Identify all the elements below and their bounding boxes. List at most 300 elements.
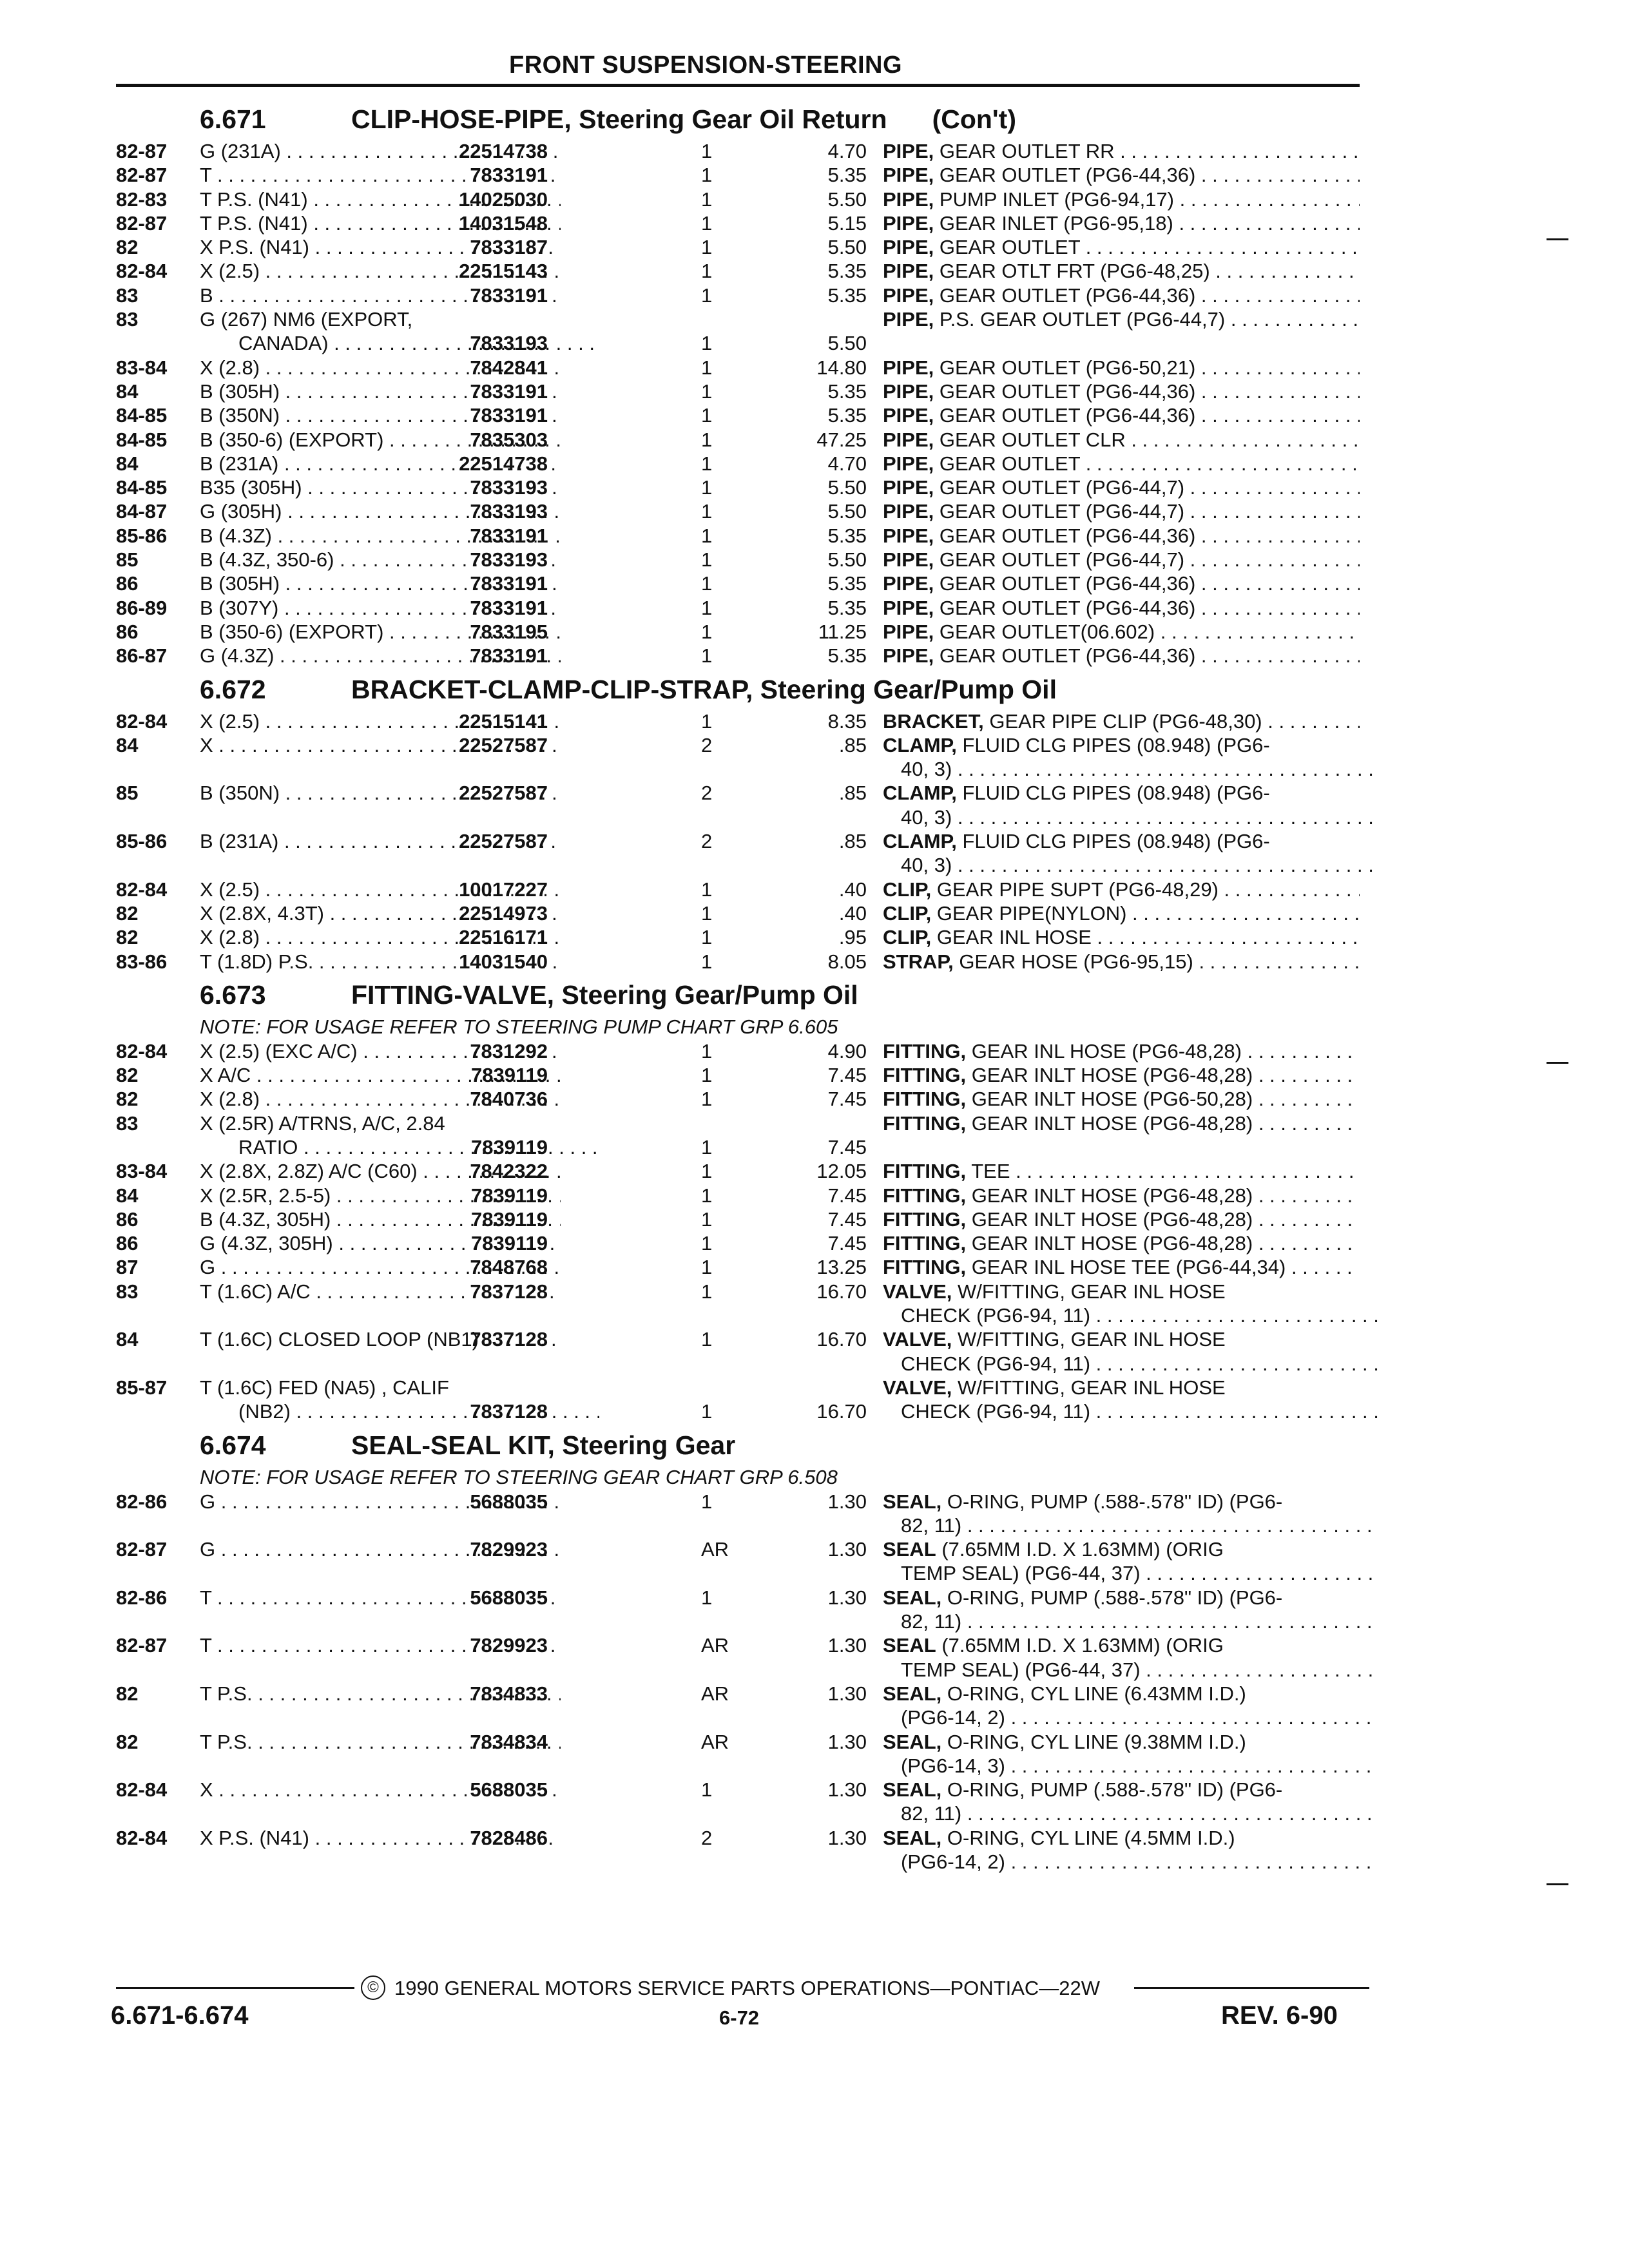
part-number: 7833191 (470, 596, 548, 619)
model-year: 84-85 (116, 428, 168, 451)
part-row-line (116, 1063, 1360, 1087)
application: X (2.8) . . . (200, 356, 561, 380)
description-text: O-RING, PUMP (.588-.578" ID) (PG6- (947, 1586, 1283, 1609)
section-title-text: CLIP-HOSE-PIPE, Steering Gear Oil Return (351, 104, 887, 134)
copyright-icon: © (361, 1975, 385, 2000)
section-heading (116, 974, 1360, 1015)
part-row-line (116, 1658, 1360, 1682)
description-text: O-RING, CYL LINE (9.38MM I.D.) (947, 1730, 1246, 1753)
description-text: GEAR OUTLET (PG6-44,36) (939, 572, 1196, 595)
application: G (4.3Z, 305H) . . . (200, 1231, 561, 1255)
part-row (116, 781, 1360, 829)
description (883, 403, 1360, 427)
part-row-line (116, 853, 1360, 877)
price: 1.30 (827, 1682, 867, 1705)
description (883, 572, 1360, 595)
model-year: 82-87 (116, 140, 168, 162)
description-text: GEAR OUTLET (PG6-44,7) (939, 476, 1185, 499)
description (883, 1303, 1378, 1327)
application: T (1.6C) CLOSED LOOP (NB1) . . . . (200, 1327, 561, 1351)
description-keyword: BRACKET, (883, 709, 984, 733)
application: G . . . (200, 1490, 561, 1514)
description-keyword: CLIP, (883, 926, 932, 949)
description-keyword: VALVE, (883, 1280, 952, 1303)
model-year: 82-87 (116, 164, 168, 187)
part-row (116, 211, 1360, 235)
part-row-line (116, 781, 1360, 805)
model-year: 82 (116, 1682, 139, 1705)
footer-rule (116, 1987, 354, 1989)
part-number: 7834833 (470, 1682, 548, 1705)
part-row-line (116, 1280, 1360, 1303)
description-keyword: PIPE, (883, 236, 934, 259)
description (883, 878, 1360, 901)
price: 5.50 (827, 548, 867, 572)
part-row-line (116, 307, 1360, 331)
description-keyword: VALVE, (883, 1328, 952, 1351)
application: B . . . (200, 284, 561, 307)
part-number: 14031548 (459, 211, 548, 235)
part-row (116, 925, 1360, 949)
description (883, 644, 1360, 668)
description-keyword: FITTING, (883, 1160, 967, 1183)
model-year: 83-86 (116, 950, 168, 973)
quantity: 1 (701, 1184, 713, 1207)
quantity: 1 (701, 709, 713, 733)
section-heading (116, 1424, 1360, 1465)
part-row-line (116, 476, 1360, 499)
price: 47.25 (816, 428, 867, 451)
model-year: 85-86 (116, 830, 168, 853)
part-row-line (116, 644, 1360, 668)
description (883, 284, 1360, 307)
description-keyword: PIPE, (883, 356, 934, 379)
application: B (305H) . . . (200, 572, 561, 595)
part-row-line (116, 524, 1360, 548)
price: 5.35 (827, 260, 867, 283)
footer-copyright: 1990 GENERAL MOTORS SERVICE PARTS OPERATIONS—PONTIAC—22W (394, 1977, 1101, 1999)
part-row (116, 1039, 1360, 1063)
part-row (116, 1730, 1360, 1778)
description-keyword: PIPE, (883, 211, 934, 235)
section-title (351, 675, 1057, 705)
part-number: 7833193 (470, 476, 548, 499)
part-row-line (116, 829, 1360, 853)
part-row (116, 596, 1360, 620)
page-title: FRONT SUSPENSION-STEERING (509, 52, 902, 79)
description (883, 1327, 1360, 1351)
part-number: 7833191 (470, 380, 548, 403)
part-row-line (116, 499, 1360, 523)
description-text: (7.65MM I.D. X 1.63MM) (ORIG (941, 1538, 1224, 1561)
footer-page-number: 6-72 (719, 2006, 760, 2029)
usage-note: NOTE: FOR USAGE REFER TO STEERING PUMP CHART GRP 6.605 (200, 1015, 838, 1038)
description (883, 356, 1360, 380)
quantity: 1 (701, 1088, 713, 1111)
application: T (1.6C) FED (NA5) , CALIF (200, 1376, 449, 1399)
quantity: 1 (701, 1400, 713, 1423)
application: T . . . (200, 1586, 561, 1610)
application: T P.S. . . . (200, 1682, 561, 1706)
description-text: GEAR INL HOSE (936, 926, 1092, 949)
price: .85 (838, 782, 867, 805)
quantity: 1 (701, 878, 713, 901)
description-text: GEAR INLT HOSE (PG6-48,28) (971, 1232, 1253, 1255)
price: 12.05 (816, 1160, 867, 1183)
application: X P.S. (N41) . . . (200, 235, 561, 259)
part-number: 7840736 (470, 1088, 548, 1111)
section-title-text: BRACKET-CLAMP-CLIP-STRAP, Steering Gear/Pump Oil (351, 674, 1057, 704)
model-year: 84 (116, 1184, 139, 1207)
description-text: GEAR INLT HOSE (PG6-48,28) (971, 1064, 1253, 1087)
description-keyword: PIPE, (883, 308, 934, 331)
application: X (2.5) (EXC A/C) . . . (200, 1039, 561, 1063)
model-year: 84 (116, 1328, 139, 1351)
description (883, 1537, 1360, 1561)
model-year: 82-87 (116, 1634, 168, 1657)
price: 1.30 (827, 1778, 867, 1802)
description-text: FLUID CLG PIPES (08.948) (PG6- (962, 733, 1270, 756)
part-number: 22514738 (459, 140, 548, 162)
description (883, 1063, 1360, 1087)
part-row-line (116, 757, 1360, 781)
price: 5.50 (827, 500, 867, 523)
description-keyword: VALVE, (883, 1376, 952, 1399)
description-text: 82, 11) (901, 1514, 962, 1537)
part-row-line (116, 1778, 1360, 1802)
description (883, 452, 1360, 476)
price: .85 (838, 830, 867, 853)
application: CANADA) . . . (200, 331, 599, 355)
model-year: 84 (116, 452, 139, 475)
quantity: 1 (701, 926, 713, 949)
part-row-line (116, 331, 1360, 355)
description-text: W/FITTING, GEAR INL HOSE (958, 1280, 1226, 1303)
part-row-line (116, 1159, 1360, 1183)
model-year: 83-84 (116, 1160, 168, 1183)
section-heading (116, 668, 1360, 709)
part-row-line (116, 187, 1360, 211)
price: 7.45 (827, 1207, 867, 1231)
footer-revision: REV. 6-90 (1221, 2001, 1338, 2030)
part-number: 22514738 (459, 452, 548, 475)
description-keyword: FITTING, (883, 1064, 967, 1087)
part-row (116, 452, 1360, 476)
quantity: 1 (701, 211, 713, 235)
part-row-line (116, 950, 1360, 974)
description-text: TEMP SEAL) (PG6-44, 37) (901, 1658, 1141, 1681)
price: 1.30 (827, 1586, 867, 1609)
part-row-line (116, 1802, 1360, 1825)
application: G (305H) . . . (200, 499, 561, 523)
part-row-line (116, 1111, 1360, 1135)
part-number: 7831292 (470, 1039, 548, 1062)
description (883, 1399, 1378, 1423)
description-keyword: PIPE, (883, 596, 934, 619)
description-keyword: PIPE, (883, 404, 934, 427)
price: 13.25 (816, 1256, 867, 1279)
part-number: 14025030 (459, 187, 548, 211)
part-row (116, 829, 1360, 878)
description (883, 307, 1360, 331)
part-row-line (116, 1754, 1360, 1778)
quantity: 2 (701, 1826, 713, 1849)
description-keyword: PIPE, (883, 572, 934, 595)
part-row (116, 1586, 1360, 1634)
description-keyword: PIPE, (883, 380, 934, 403)
price: 5.50 (827, 187, 867, 211)
part-row-line (116, 356, 1360, 380)
quantity: AR (701, 1682, 729, 1705)
quantity: 2 (701, 782, 713, 805)
part-number: 7839119 (471, 1184, 548, 1207)
quantity: 1 (701, 644, 713, 668)
description-keyword: PIPE, (883, 187, 934, 211)
part-number: 7842322 (470, 1160, 548, 1183)
quantity: 1 (701, 1490, 713, 1513)
description-keyword: PIPE, (883, 500, 934, 523)
part-number: 7837128 (470, 1400, 548, 1423)
model-year: 86-89 (116, 596, 168, 619)
part-row-line (116, 1537, 1360, 1561)
part-number: 7833191 (470, 644, 548, 668)
description-text: CHECK (PG6-94, 11) (901, 1352, 1091, 1375)
quantity: 1 (701, 950, 713, 973)
application: G . . . (200, 1537, 561, 1561)
description (883, 853, 1378, 877)
part-row-line (116, 1327, 1360, 1351)
price: 7.45 (827, 1232, 867, 1255)
part-row (116, 1778, 1360, 1826)
model-year: 86 (116, 1207, 139, 1231)
description-keyword: SEAL, (883, 1778, 942, 1802)
description-text: GEAR INLET (PG6-95,18) (939, 211, 1173, 235)
description (883, 499, 1360, 523)
quantity: 1 (701, 901, 713, 925)
part-row-line (116, 620, 1360, 644)
part-number: 7833193 (470, 332, 548, 355)
part-row-line (116, 1207, 1360, 1231)
application: X (2.8X, 2.8Z) A/C (C60) . . . (200, 1159, 561, 1183)
description-keyword: PIPE, (883, 548, 934, 572)
description-keyword: CLIP, (883, 901, 932, 925)
application: G (267) NM6 (EXPORT, (200, 308, 413, 331)
description-text: GEAR OUTLET (PG6-44,36) (939, 596, 1196, 619)
part-number: 7829923 (470, 1538, 548, 1561)
description (883, 1706, 1378, 1729)
quantity: 1 (701, 1207, 713, 1231)
description (883, 1730, 1360, 1754)
description-keyword: CLAMP, (883, 733, 957, 756)
quantity: 2 (701, 830, 713, 853)
application: B35 (305H) . . . (200, 476, 561, 499)
part-row (116, 428, 1360, 452)
model-year: 84 (116, 380, 139, 403)
footer-section-range: 6.671-6.674 (111, 2001, 249, 2030)
part-row (116, 307, 1360, 356)
description (883, 1087, 1360, 1111)
description (883, 1778, 1360, 1802)
part-row-line (116, 163, 1360, 187)
description (883, 1490, 1360, 1514)
description (883, 950, 1360, 974)
quantity: 1 (701, 500, 713, 523)
part-row (116, 1159, 1360, 1183)
application: X (2.5) . . . (200, 709, 561, 733)
description-text: GEAR OUTLET (939, 452, 1081, 475)
description (883, 1352, 1378, 1376)
model-year: 86-87 (116, 644, 168, 668)
description-text: O-RING, CYL LINE (6.43MM I.D.) (947, 1682, 1246, 1705)
description-text: 82, 11) (901, 1802, 962, 1825)
application: B (4.3Z, 305H) . . . (200, 1207, 561, 1231)
description-keyword: PIPE, (883, 452, 934, 475)
application: B (350-6) (EXPORT) . . . (200, 428, 561, 452)
part-row (116, 524, 1360, 548)
price: 11.25 (818, 620, 867, 643)
description-keyword: FITTING, (883, 1111, 967, 1135)
price: 14.80 (816, 356, 867, 379)
model-year: 82 (116, 926, 139, 949)
application: T . . . (200, 163, 561, 187)
part-row (116, 901, 1360, 925)
model-year: 82-84 (116, 878, 168, 901)
application: T P.S. (N41) . . . (200, 187, 561, 211)
section-title (351, 104, 1016, 135)
price: 16.70 (816, 1328, 867, 1351)
application: X (2.5R, 2.5-5) . . . (200, 1184, 561, 1207)
margin-mark (1547, 238, 1568, 240)
application: T . . . (200, 1633, 561, 1657)
quantity: 1 (701, 1586, 713, 1609)
part-row (116, 620, 1360, 644)
description (883, 781, 1360, 805)
part-number: 7833191 (470, 404, 548, 427)
description-keyword: PIPE, (883, 476, 934, 499)
description (883, 1039, 1360, 1063)
quantity: 1 (701, 380, 713, 403)
quantity: 1 (701, 1328, 713, 1351)
description-text: GEAR INL HOSE TEE (PG6-44,34) (971, 1256, 1286, 1279)
description (883, 1231, 1360, 1255)
description-keyword: PIPE, (883, 524, 934, 547)
model-year: 86 (116, 620, 139, 643)
description (883, 596, 1360, 620)
price: 5.50 (827, 236, 867, 259)
price: .40 (838, 901, 867, 925)
part-row-line (116, 139, 1360, 163)
part-row-line (116, 428, 1360, 452)
description-text: GEAR PIPE CLIP (PG6-48,30) (989, 709, 1262, 733)
application: B (305H) . . . (200, 380, 561, 403)
quantity: 1 (701, 524, 713, 547)
description (883, 1376, 1360, 1399)
quantity: 1 (701, 404, 713, 427)
part-row-line (116, 548, 1360, 572)
part-row (116, 284, 1360, 307)
model-year: 82-84 (116, 1826, 168, 1849)
description (883, 1111, 1360, 1135)
part-number: 7828486 (470, 1826, 548, 1849)
margin-mark (1547, 1062, 1568, 1064)
description-text: GEAR OUTLET (PG6-44,7) (939, 548, 1185, 572)
part-row (116, 644, 1360, 668)
description-text: (7.65MM I.D. X 1.63MM) (ORIG (941, 1634, 1224, 1657)
part-row-line (116, 235, 1360, 259)
description-text: GEAR OUTLET CLR (939, 428, 1126, 451)
part-row (116, 950, 1360, 974)
description-keyword: SEAL, (883, 1730, 942, 1753)
part-row (116, 403, 1360, 427)
application: B (231A) . . . (200, 829, 561, 853)
description (883, 829, 1360, 853)
description (883, 620, 1360, 644)
part-row-line (116, 709, 1360, 733)
description (883, 1561, 1378, 1585)
description-text: GEAR OUTLET (PG6-44,7) (939, 500, 1185, 523)
description-keyword: SEAL (883, 1634, 936, 1657)
description (883, 1633, 1360, 1657)
application: B (307Y) . . . (200, 596, 561, 620)
description-keyword: FITTING, (883, 1256, 967, 1279)
part-number: 22527587 (459, 830, 548, 853)
description (883, 1754, 1378, 1778)
section-title-text: FITTING-VALVE, Steering Gear/Pump Oil (351, 979, 858, 1010)
description-keyword: PIPE, (883, 164, 934, 187)
description (883, 805, 1378, 829)
quantity: 1 (701, 284, 713, 307)
application: G (231A) . . . (200, 139, 561, 163)
part-number: 7833195 (470, 620, 548, 643)
part-row-line (116, 259, 1360, 283)
description-keyword: PIPE, (883, 284, 934, 307)
part-row (116, 1207, 1360, 1231)
description-text: 40, 3) (901, 805, 952, 829)
part-row-line (116, 1376, 1360, 1399)
description-keyword: SEAL (883, 1538, 936, 1561)
part-row-line (116, 1184, 1360, 1207)
application: X (2.8X, 4.3T) . . . (200, 901, 561, 925)
part-row-line (116, 1610, 1360, 1633)
section-number: 6.673 (200, 979, 266, 1010)
application: X (2.8) . . . (200, 1087, 561, 1111)
part-number: 14031540 (459, 950, 548, 973)
section-number: 6.671 (200, 104, 266, 134)
part-row (116, 1255, 1360, 1279)
description-text: GEAR PIPE SUPT (PG6-48,29) (936, 878, 1219, 901)
description-text: 82, 11) (901, 1610, 962, 1633)
price: 7.45 (827, 1088, 867, 1111)
title-rule (116, 84, 1360, 87)
description-text: GEAR INLT HOSE (PG6-48,28) (971, 1111, 1253, 1135)
description-keyword: PIPE, (883, 260, 934, 283)
application: B (350-6) (EXPORT) . . . (200, 620, 561, 644)
model-year: 82-83 (116, 187, 168, 211)
description-keyword: SEAL, (883, 1490, 942, 1513)
quantity: 1 (701, 428, 713, 451)
description-text: GEAR INLT HOSE (PG6-48,28) (971, 1184, 1253, 1207)
part-row (116, 139, 1360, 163)
model-year: 85-86 (116, 524, 168, 547)
part-row-line (116, 452, 1360, 476)
quantity: 1 (701, 164, 713, 187)
model-year: 84-87 (116, 500, 168, 523)
description-text: GEAR OUTLET (PG6-44,36) (939, 524, 1196, 547)
price: 5.35 (827, 404, 867, 427)
quantity: 1 (701, 236, 713, 259)
description-keyword: FITTING, (883, 1207, 967, 1231)
model-year: 82-84 (116, 1039, 168, 1062)
